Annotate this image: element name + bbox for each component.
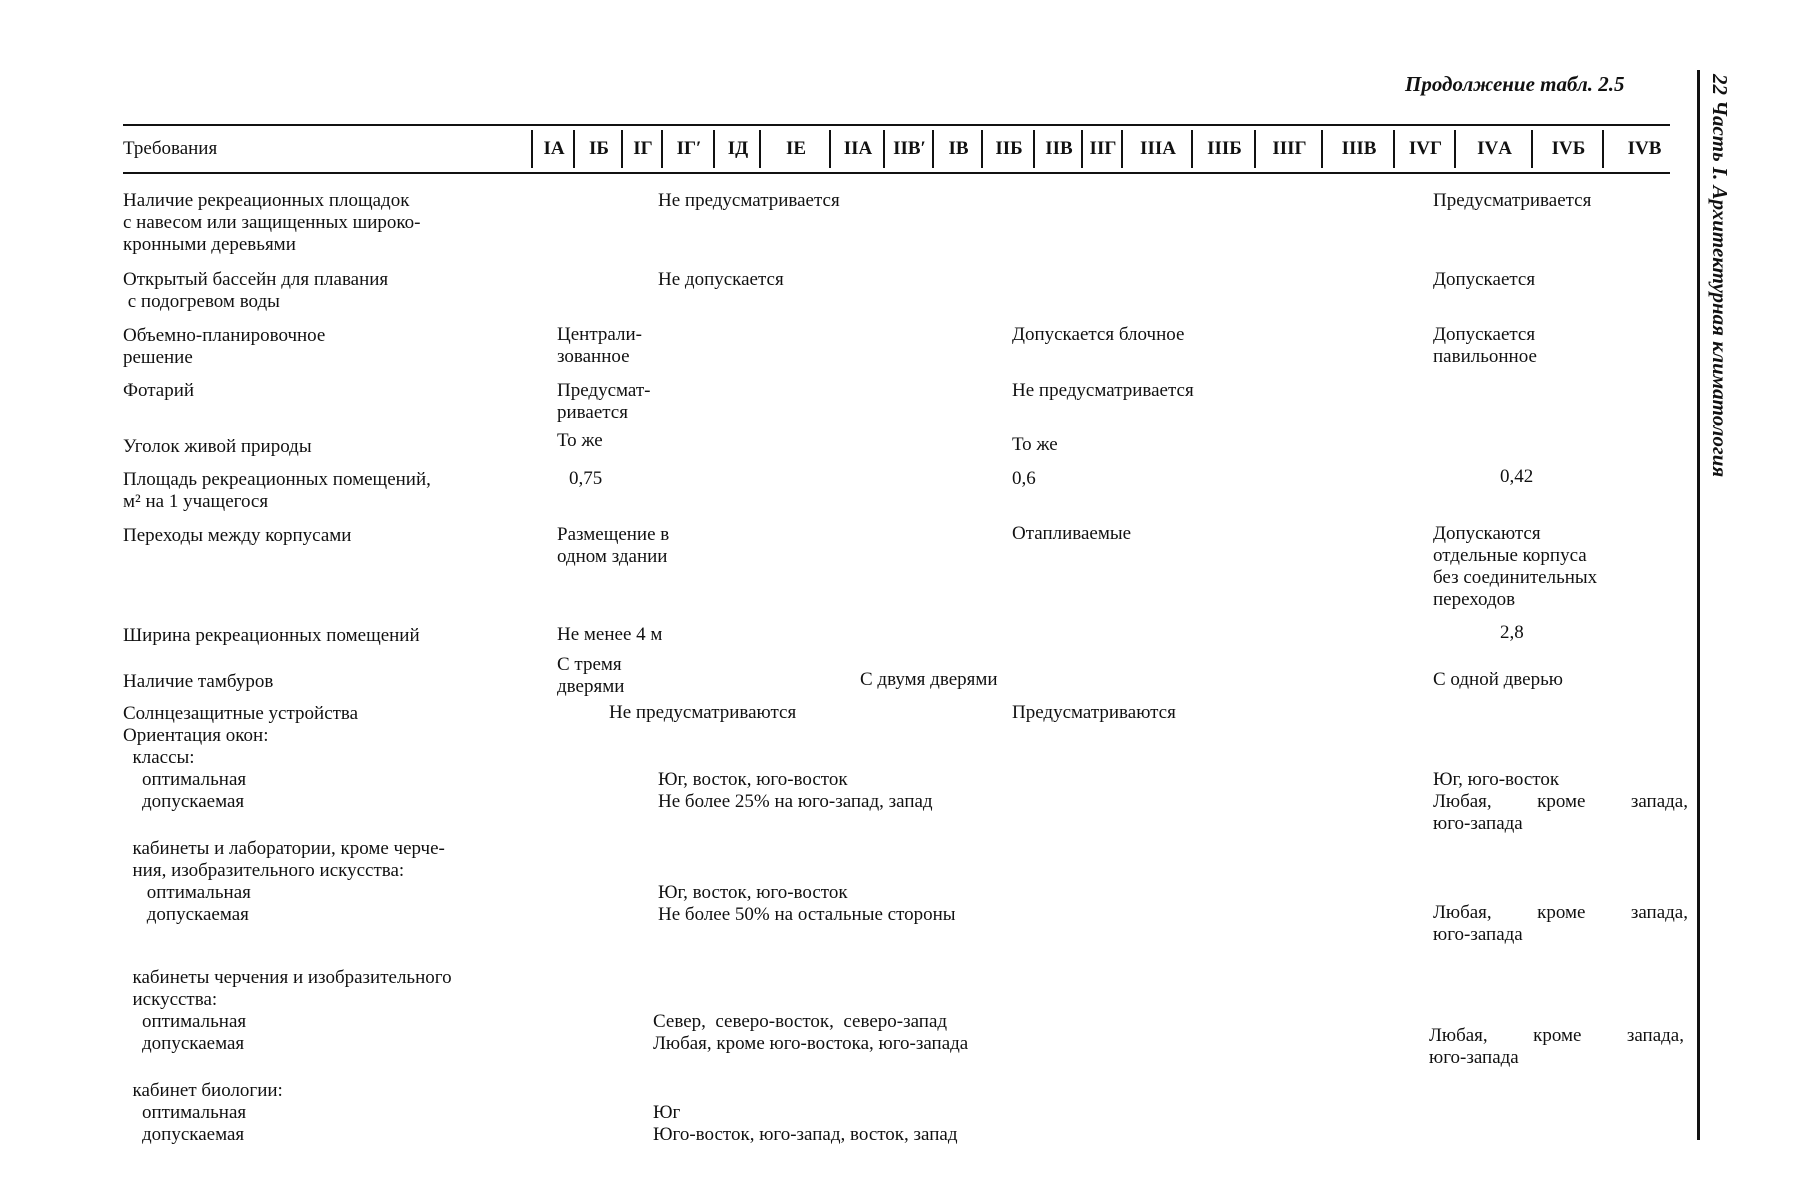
req-classrooms: классы:: [123, 747, 195, 768]
req-sun-protection: Солнцезащитные устройства: [123, 703, 359, 724]
req-biology-classroom: кабинет биологии: оптимальная допускаемая: [132, 1080, 283, 1145]
value-recreation-area-size-col3: 0,42: [1500, 466, 1534, 487]
page-margin-rule: [1697, 70, 1700, 1140]
header-climate-zone-20: IVВ: [1602, 130, 1685, 168]
value-planning-solution-col2: Допускается блочное: [1012, 324, 1185, 345]
header-climate-zone-6: IЕ: [759, 130, 831, 168]
value-building-passages-col2: Отапливаемые: [1012, 523, 1132, 544]
value-recreation-width-col3: 2,8: [1500, 622, 1524, 643]
table-header-bottom-rule: [123, 172, 1670, 174]
header-climate-zone-17: IVГ: [1393, 130, 1456, 168]
header-climate-zone-3: IГ: [621, 130, 663, 168]
value-recreation-width-col1: Не менее 4 м: [557, 624, 663, 645]
value-sun-protection-col2: Предусматриваются: [1012, 702, 1176, 723]
req-planning-solution: Объемно-планировочное решение: [123, 325, 326, 368]
header-climate-zone-18: IVА: [1454, 130, 1533, 168]
value-recreation-area-size-col2: 0,6: [1012, 468, 1036, 489]
header-climate-zone-10: IIБ: [981, 130, 1035, 168]
header-climate-zone-1: IА: [531, 130, 575, 168]
req-building-passages: Переходы между корпусами: [123, 525, 352, 546]
running-header-text: 22 Часть I. Архитектурная климатология: [1708, 74, 1732, 478]
value-planning-solution-col3: Допускается павильонное: [1433, 324, 1537, 367]
req-labs-orientation: кабинеты и лаборатории, кроме черче- ния, изобразительного искусства: оптимальная допускаемая: [132, 838, 445, 925]
value-drawing-classrooms-north: Север, северо-восток, северо-запад Любая, кроме юго-востока, юго-запада: [653, 1011, 969, 1054]
value-building-passages-col1: Размещение в одном здании: [557, 524, 670, 567]
value-planning-solution-col1: Централи- зованное: [557, 324, 642, 367]
running-header: [1706, 74, 1732, 554]
value-classrooms-allowed-south: Любая, кроме запада,: [1433, 791, 1688, 812]
value-drawing-allowed-south: Любая, кроме запада,: [1429, 1025, 1684, 1046]
value-open-pool-south: Допускается: [1433, 269, 1536, 290]
req-recreation-areas: Наличие рекреационных площадок с навесом или защищенных широко- кронными деревьями: [123, 190, 421, 255]
table-header: [123, 124, 1683, 172]
header-climate-zone-5: IД: [713, 130, 761, 168]
value-open-pool-north: Не допускается: [658, 269, 784, 290]
header-climate-zone-11: IIВ: [1033, 130, 1083, 168]
value-recreation-area-size-col1: 0,75: [569, 468, 603, 489]
value-biology-classroom-north: Юг Юго-восток, юго-запад, восток, запад: [653, 1102, 958, 1145]
header-climate-zone-16: IIIВ: [1321, 130, 1395, 168]
header-requirements: Требования: [123, 138, 218, 159]
value-recreation-areas-north: Не предусматривается: [658, 190, 840, 211]
value-recreation-areas-south: Предусматривается: [1433, 190, 1592, 211]
header-climate-zone-9: IВ: [932, 130, 983, 168]
header-climate-zone-8: IIВ′: [883, 130, 934, 168]
value-nature-corner-col1: То же: [557, 430, 603, 451]
req-window-orientation: Ориентация окон:: [123, 725, 269, 746]
req-vestibules: Наличие тамбуров: [123, 671, 274, 692]
header-climate-zone-7: IIА: [829, 130, 885, 168]
value-classrooms-allowed-south-cont: юго-запада: [1433, 813, 1523, 834]
value-classrooms-orientation-north: Юг, восток, юго-восток Не более 25% на юго-запад, запад: [658, 769, 933, 812]
header-climate-zone-15: IIIГ: [1254, 130, 1323, 168]
value-vestibules-col1: С тремя дверями: [557, 654, 625, 697]
value-vestibules-col3: С одной дверью: [1433, 669, 1563, 690]
header-climate-zone-14: IIIБ: [1191, 130, 1256, 168]
req-nature-corner: Уголок живой природы: [123, 436, 312, 457]
req-drawing-classrooms: кабинеты черчения и изобразительного искусства: оптимальная допускаемая: [132, 967, 452, 1054]
value-vestibules-col2: С двумя дверями: [860, 669, 998, 690]
req-classrooms-orientation: оптимальная допускаемая: [142, 769, 247, 812]
value-nature-corner-col2: То же: [1012, 434, 1058, 455]
value-building-passages-col3: Допускаются отдельные корпуса без соединительных переходов: [1433, 523, 1598, 610]
value-classrooms-optimal-south: Юг, юго-восток: [1433, 769, 1560, 790]
req-photarium: Фотарий: [123, 380, 195, 401]
value-labs-orientation-north: Юг, восток, юго-восток Не более 50% на остальные стороны: [658, 882, 956, 925]
req-recreation-area-size: Площадь рекреационных помещений, м² на 1 учащегося: [123, 469, 431, 512]
header-climate-zone-2: IБ: [573, 130, 623, 168]
table-continuation-caption: Продолжение табл. 2.5: [1405, 72, 1625, 96]
value-drawing-allowed-south-cont: юго-запада: [1429, 1047, 1519, 1068]
value-labs-allowed-south-cont: юго-запада: [1433, 924, 1523, 945]
header-climate-zone-4: IГ′: [661, 130, 715, 168]
header-climate-zone-12: IIГ: [1081, 130, 1123, 168]
value-photarium-col1: Предусмат- ривается: [557, 380, 651, 423]
header-climate-zone-13: IIIА: [1121, 130, 1193, 168]
req-open-pool: Открытый бассейн для плавания с подогревом воды: [123, 269, 389, 312]
value-labs-allowed-south: Любая, кроме запада,: [1433, 902, 1688, 923]
req-recreation-width: Ширина рекреационных помещений: [123, 625, 420, 646]
value-photarium-col2: Не предусматривается: [1012, 380, 1194, 401]
header-climate-zone-19: IVБ: [1531, 130, 1604, 168]
value-sun-protection-col1: Не предусматриваются: [609, 702, 797, 723]
